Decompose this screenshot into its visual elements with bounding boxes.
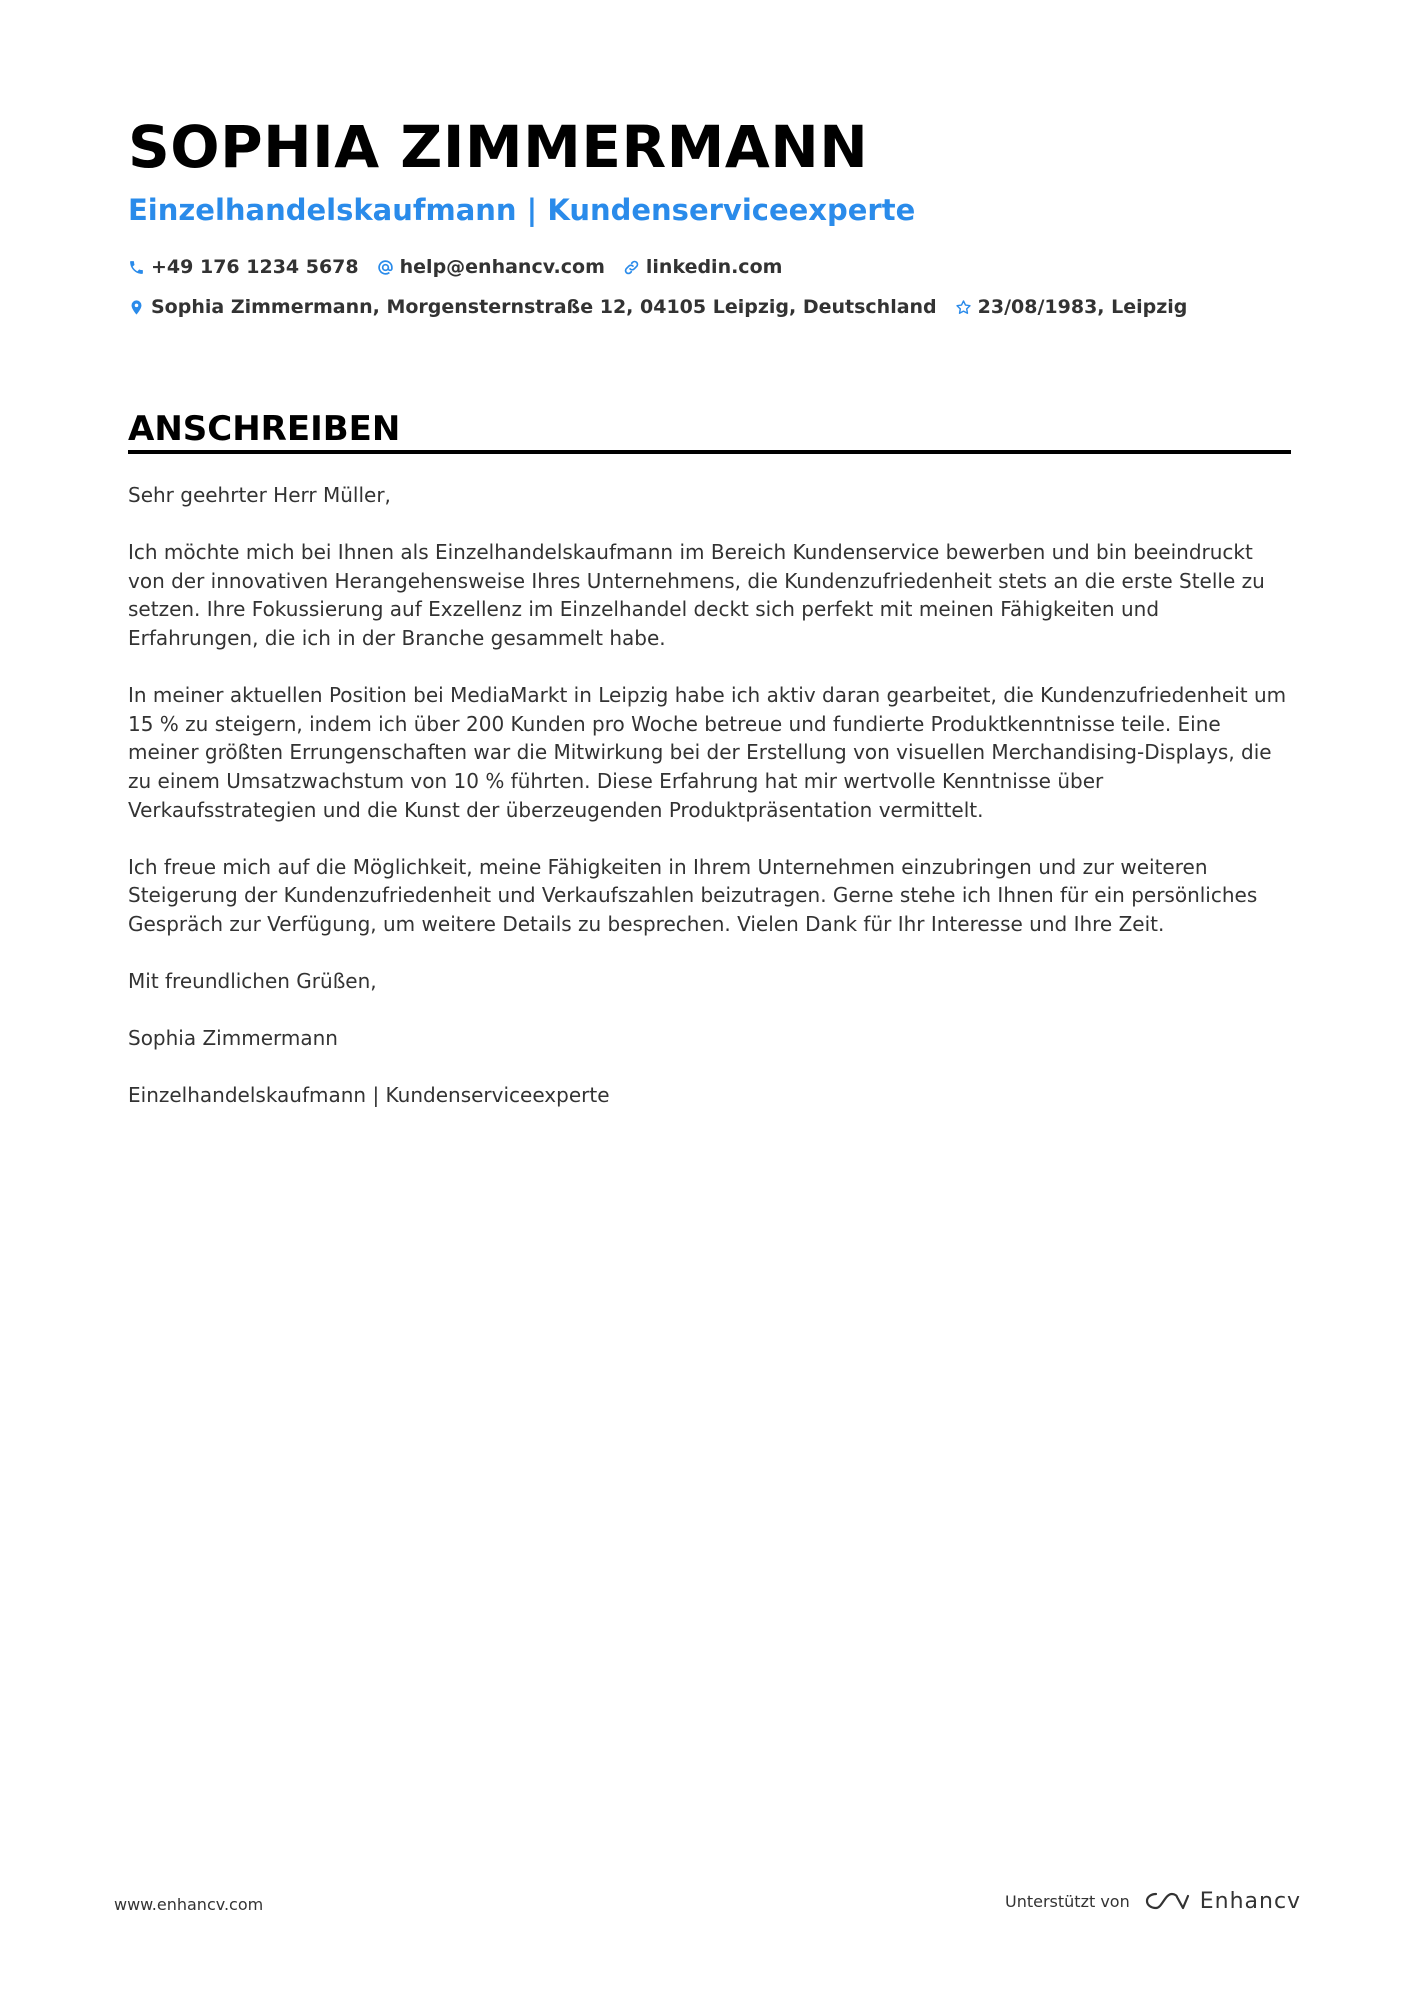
letter-closing: Mit freundlichen Grüßen, (128, 969, 377, 994)
applicant-name: SOPHIA ZIMMERMANN (128, 113, 869, 181)
contact-phone (128, 253, 359, 281)
signature-name: Sophia Zimmermann (128, 1026, 338, 1051)
birth-text: 23/08/1983, Leipzig (977, 296, 1188, 318)
letter-body (128, 481, 1293, 1139)
letter-paragraph: In meiner aktuellen Position bei MediaMarkt in Leipzig habe ich aktiv daran gearbeitet, die Kundenzufriedenheit um 15 % zu steigern, indem ich über 200 Kunden pro Woche betreue und fundierte Produktkenntnisse teile. Eine meiner größten Errungenschaften war die Mitwirkung bei der Erstellung von visuellen Merchandising-Displays, die zu einem Umsatzwachstum von 10 % führten. Diese Erfahrung hat mir wertvolle Kenntnisse über Verkaufsstrategien und die Kunst der überzeugenden Produktpräsentation vermittelt. (128, 683, 1287, 822)
link-text[interactable]: linkedin.com (645, 256, 783, 278)
contact-email[interactable] (377, 253, 605, 281)
letter-salutation: Sehr geehrter Herr Müller, (128, 483, 391, 507)
signature-title: Einzelhandelskaufmann | Kundenserviceexperte (128, 1083, 610, 1108)
contact-link[interactable] (623, 253, 783, 281)
star-icon (955, 299, 972, 316)
contact-row-primary (128, 253, 800, 281)
link-icon (623, 259, 640, 276)
section-title: ANSCHREIBEN (128, 409, 401, 449)
location-pin-icon (128, 299, 145, 316)
address-text: Sophia Zimmermann, Morgensternstraße 12, 04105 Leipzig, Deutschland (151, 296, 937, 318)
footer-url[interactable]: www.enhancv.com (114, 1895, 264, 1914)
footer-brand (1005, 1888, 1301, 1914)
letter-paragraph: Ich freue mich auf die Möglichkeit, meine Fähigkeiten in Ihrem Unternehmen einzubringen und zur weiteren Steigerung der Kundenzufriedenheit und Verkaufszahlen beizutragen. Gerne stehe ich Ihnen für ein persönliches Gespräch zur Verfügung, um weitere Details zu besprechen. Vielen Dank für Ihr Interesse und Ihre Zeit. (128, 854, 1258, 936)
enhancv-logo-icon (1142, 1888, 1190, 1914)
contact-address (128, 293, 937, 321)
powered-by-text: Unterstützt von (1005, 1891, 1130, 1911)
letter-paragraph: Ich möchte mich bei Ihnen als Einzelhandelskaufmann im Bereich Kundenservice bewerben und bin beeindruckt von der innovativen Herangehensweise Ihres Unternehmens, die Kundenzufriedenheit stets an die erste Stelle zu setzen. Ihre Fokussierung auf Exzellenz im Einzelhandel deckt sich perfekt mit meinen Fähigkeiten und Erfahrungen, die ich in der Branche gesammelt habe. (128, 540, 1265, 650)
contact-birth (955, 293, 1188, 321)
applicant-headline: Einzelhandelskaufmann | Kundenserviceexperte (128, 193, 916, 227)
brand-name: Enhancv (1199, 1888, 1302, 1914)
phone-icon (128, 259, 145, 276)
contact-row-secondary (128, 293, 1205, 321)
email-text[interactable]: help@enhancv.com (399, 256, 605, 278)
section-divider (128, 450, 1291, 454)
at-icon (377, 259, 394, 276)
phone-text: +49 176 1234 5678 (151, 256, 359, 278)
